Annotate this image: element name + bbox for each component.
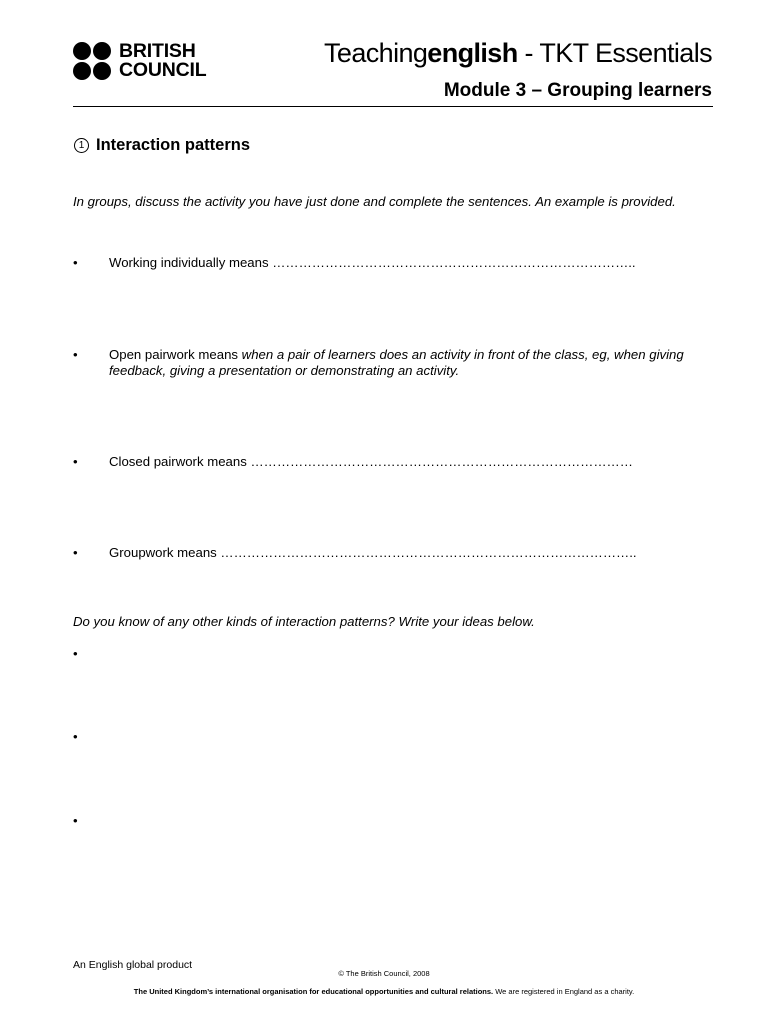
list-item-text: Working individually means ……………………………………………………………………….. [109,255,636,270]
list-item-closed-pairwork [73,454,713,470]
brand-english: english [427,38,518,68]
teaching-english-brand [324,38,712,69]
logo-line-1: BRITISH [119,40,196,62]
bullet: • [73,347,78,362]
list-item-text: Open pairwork means when a pair of learners does an activity in front of the class, eg, when giving feedback, giving a presentation or demonstrating an activity. [109,347,684,378]
section-heading [73,136,250,155]
empty-bullet-3: • [73,813,78,828]
empty-bullet-2: • [73,729,78,744]
section-title: Interaction patterns [96,136,251,154]
bullet: • [73,454,78,469]
footer-copyright: © The British Council, 2008 [338,969,430,978]
circled-number-icon: 1 [74,138,89,153]
other-patterns-question: Do you know of any other kinds of interaction patterns? Write your ideas below. [73,614,535,629]
brand-rest: - TKT Essentials [517,38,712,68]
logo-dots-icon [73,42,111,80]
module-title: Module 3 – Grouping learners [443,80,712,101]
instructions: In groups, discuss the activity you have just done and complete the sentences. An example is provided. [73,194,676,209]
brand-teaching: Teaching [324,38,428,68]
example-answer: when a pair of learners does an activity in front of the class, eg, when giving feedback, giving a presentation or demonstrating an activity. [109,347,684,378]
logo-line-2: COUNCIL [119,58,207,81]
british-council-logo [73,42,206,80]
list-item-working-individually [73,255,713,271]
list-item-groupwork [73,545,713,561]
footer-product-note: An English global product [73,959,193,971]
footer-organisation: The United Kingdom’s international organisation for educational opportunities and cultural relations. We are registered in England as a charity. [133,987,635,996]
list-item-open-pairwork [73,347,713,378]
list-item-text: Groupwork means ………………………………………………………………………………….. [109,545,637,560]
bullet: • [73,545,78,560]
logo-text [119,42,206,79]
bullet: • [73,255,78,270]
empty-bullet-1: • [73,646,78,661]
list-item-text: Closed pairwork means …………………………………………………………………………… [109,454,633,469]
header-divider [73,106,713,107]
